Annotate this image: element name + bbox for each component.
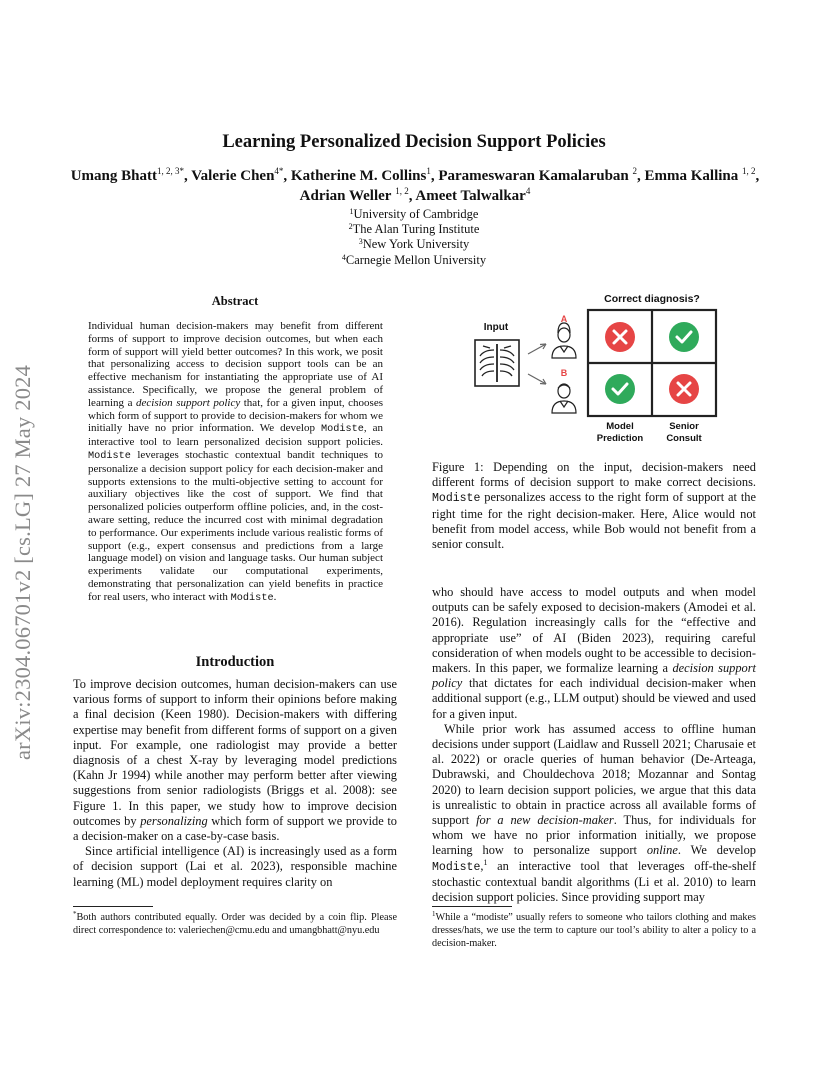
affiliation-list <box>0 207 828 268</box>
column-label-model: Model <box>606 421 634 432</box>
arrow-to-b-icon <box>528 374 546 384</box>
intro-left-text <box>73 677 397 890</box>
column-label-model: Prediction <box>596 433 644 444</box>
author: Katherine M. Collins$^1$, <box>290 166 439 184</box>
abstract-text: Individual human decision-makers may benefit from different forms of support to improve decision outcomes, but when each form of support will yield better outcomes? In this work, we posit that personalizing access to decision support tools can be an effective mechanism for instantiating the appropriate use of AI assistance. Specifically, we propose the general problem of learning a decision support policy that, for a given input, chooses which form of support to provide to decision-makers for whom we initially have no prior information. We develop Modiste, an interactive tool to learn personalized decision support policies. Modiste leverages stochastic contextual bandit techniques to personalize a decision support policy for each decision-maker and supports extensions to the multi-objective setting to account for auxiliary objectives like the cost of support. We find that personalized policies outperform offline policies, and, in the cost-aware setting, reduce the incurred cost with minimal degradation to performance. Our experiments include various realistic forms of support (e.g., expert consensus and predictions from a large language model) on vision and language tasks. Our human subject experiments validate our computational experiments, demonstrating that personalization can yield benefits in practice for real users, who interact with Modiste. <box>88 320 383 604</box>
column-label-senior: Senior <box>669 421 699 432</box>
figure-1 <box>470 288 730 448</box>
footnote-left: *Both authors contributed equally. Order was decided by a coin flip. Please direct correspondence to: valeriechen@cmu.edu and umangbhatt@nyu.edu <box>73 910 397 936</box>
author: Parameswaran Kamalaruban $^2$, <box>438 166 645 184</box>
column-label-senior: Consult <box>666 433 702 444</box>
author: Ameet Talwalkar$^4$ <box>415 186 531 204</box>
paragraph: Since artificial intelligence (AI) is increasingly used as a form of decision support (Lai et al. 2023), responsible machine learning (ML) model deployment requires clarity on <box>73 844 397 889</box>
xray-icon <box>475 340 519 386</box>
affiliation: $^3$New York University <box>358 237 470 252</box>
author: Emma Kallina $^{1, 2}$, <box>644 166 760 184</box>
correct-icon <box>605 374 635 404</box>
affiliation: $^4$Carnegie Mellon University <box>341 252 487 267</box>
affiliation: $^2$The Alan Turing Institute <box>348 222 480 237</box>
author: Umang Bhatt$^{1, 2, 3*}$, <box>70 166 192 184</box>
figure-input-label: Input <box>483 322 509 333</box>
wrong-icon <box>605 322 635 352</box>
doctor-bob-icon <box>552 384 576 413</box>
wrong-icon <box>669 374 699 404</box>
affiliation: $^1$University of Cambridge <box>349 207 479 221</box>
paragraph: who should have access to model outputs and when model outputs can be safely exposed to decision-makers (Amodei et al. 2016). Regulation increasingly calls for the “effective and appropriate use” of AI (Biden 2023), requiring careful consideration of when models ought to be accessible to decision-makers. In this paper, we formalize learning a decision support policy that dictates for each individual decision-maker when additional support (e.g., LLM output) should be viewed and used for a given input. <box>432 585 756 721</box>
footnote-rule <box>73 906 153 907</box>
intro-right-text <box>432 585 756 905</box>
paper-title: Learning Personalized Decision Support Policies <box>222 132 606 152</box>
footnote-right: $^1$While a “modiste” usually refers to someone who tailors clothing and makes dresses/hats, we use the term to capture our tool’s ability to alter a policy to a decision-maker. <box>432 910 756 949</box>
arxiv-identifier: arXiv:2304.06701v2 [cs.LG] 27 May 2024 <box>10 364 35 760</box>
abstract-heading: Abstract <box>211 294 259 308</box>
section-heading-introduction: Introduction <box>195 654 275 670</box>
arrow-to-a-icon <box>528 344 546 354</box>
doctor-alice-icon <box>552 323 576 358</box>
figure-caption: Figure 1: Depending on the input, decision-makers need different forms of decision support to make correct decisions. Modiste personalizes access to the right form of support at the right time for the right decision-maker. Here, Alice would not benefit from model access, while Bob would not benefit from a senior consult. <box>432 460 756 552</box>
footnote-rule <box>432 906 512 907</box>
correct-icon <box>669 322 699 352</box>
person-b-label: B <box>560 368 568 378</box>
author-list <box>70 166 760 206</box>
person-a-label: A <box>560 314 568 324</box>
paragraph: To improve decision outcomes, human decision-makers can use various forms of support to inform their opinions before making a final decision (Keen 1980). Decision-makers with differing expertise may benefit from different forms of support on a given input. For example, one radiologist may provide a better diagnosis of a chest X-ray by leveraging model predictions (Kahn Jr 1994) while another may perform better after viewing suggestions from senior radiologists (Briggs et al. 2008): see Figure 1. In this paper, we study how to improve decision outcomes by personalizing which form of support we provide to a decision-maker on a case-by-case basis. <box>73 677 397 844</box>
figure-header: Correct diagnosis? <box>604 293 700 305</box>
author: Valerie Chen$^{4*}$, <box>191 166 291 184</box>
paragraph: While prior work has assumed access to offline human decisions under support (Laidlaw and Russell 2021; Charusaie et al. 2022) or oracle queries of human behavior (De-Arteaga, Dubrawski, and Chouldechova 2018; Mozannar and Sontag 2020) to learn decision support policies, we argue that this data is unrealistic to obtain in practice across all available forms of support for a new decision-maker. Thus, for individuals for whom we have no prior information initially, we propose learning how to personalize support online. We develop Modiste,$^1$ an interactive tool that leverages off-the-shelf stochastic contextual bandit algorithms (Li et al. 2010) to learn decision support policies. Since providing support may <box>432 721 756 905</box>
author: Adrian Weller $^{1, 2}$, <box>299 186 416 204</box>
